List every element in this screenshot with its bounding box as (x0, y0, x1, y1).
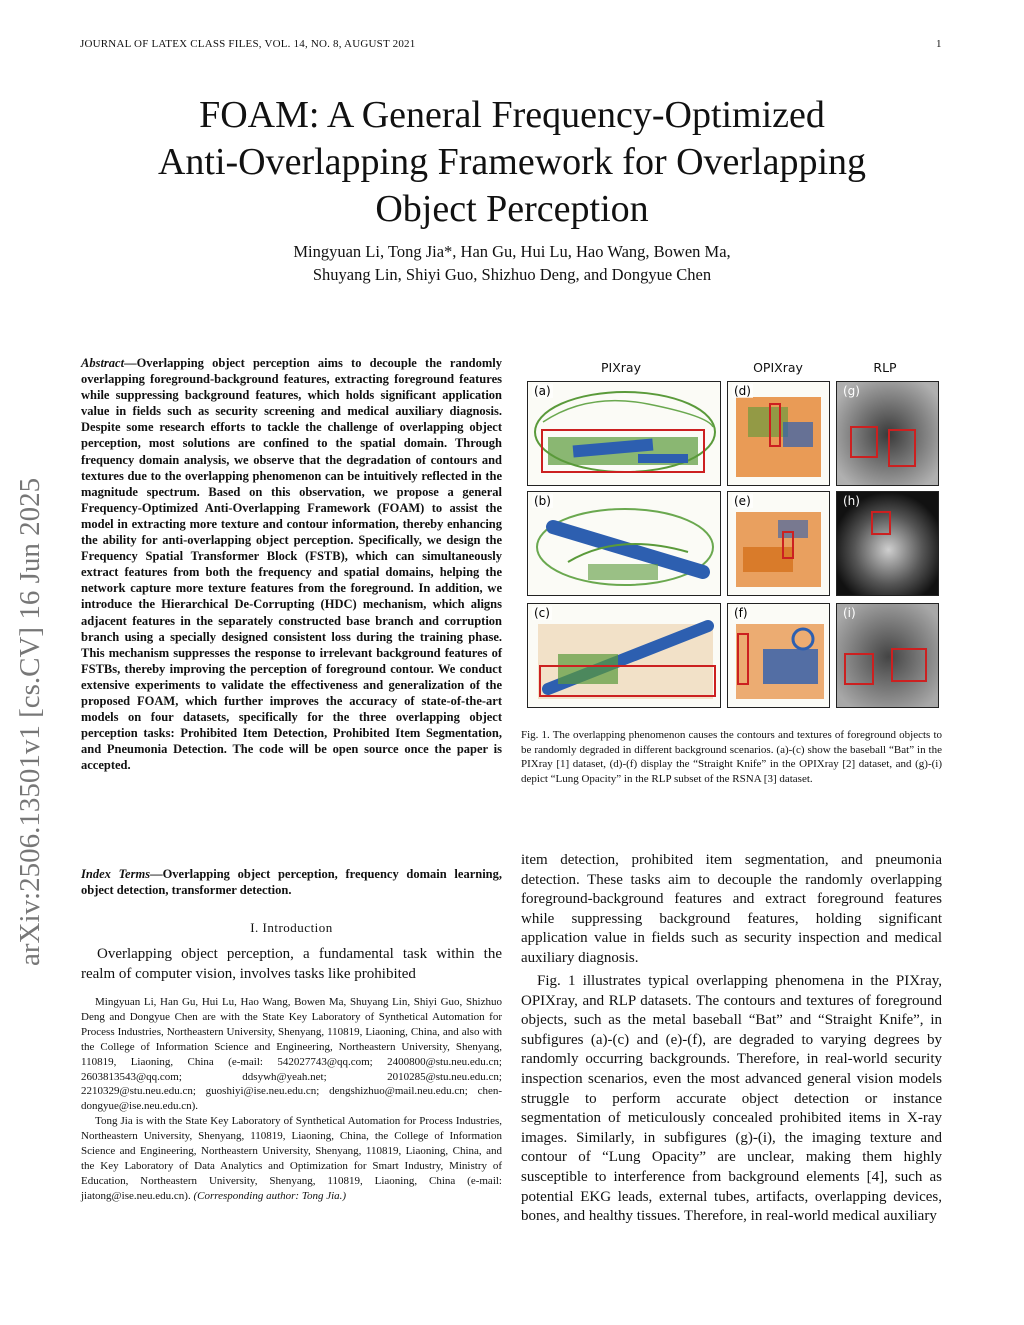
panel-label-c: (c) (534, 606, 550, 620)
footnote-paragraph-2 (81, 1114, 502, 1203)
figure-col-header-pixray: PIXray (601, 360, 641, 375)
xray-bat-image (528, 604, 721, 708)
figure-panel-e (727, 491, 830, 596)
xray-bat-image (528, 382, 721, 486)
author-line: Shuyang Lin, Shiyi Guo, Shizhuo Deng, and Dongyue Chen (312, 265, 712, 284)
figure-panel-a (527, 381, 721, 486)
index-terms (81, 866, 502, 898)
figure-panel-d (727, 381, 830, 486)
figure-col-header-rlp: RLP (873, 360, 897, 375)
footnote-paragraph: Mingyuan Li, Han Gu, Hui Lu, Hao Wang, Bowen Ma, Shuyang Lin, Shiyi Guo, Shizhuo Deng and Dongyue Chen are with the State Key Laboratory of Synthetical Automation for Process Industries, Northeastern University, Shenyang, 110819, Liaoning, China, and also with the College of Information Science and Engineering, Northeastern University, Shenyang, 110819, Liaoning, China (e-mail: 542027743@qq.com; 2400800@stu.neu.edu.cn; 2603813543@qq.com; ddsywh@yeah.net; 2010285@stu.neu.edu.cn; 2210329@stu.neu.edu.cn; guoshiyi@ise.neu.edu.cn; dengshizhuo@mail.neu.edu.cn; chen-dongyue@ise.neu.edu.cn). (81, 996, 502, 1113)
corresponding-author-note: (Corresponding author: Tong Jia.) (193, 1189, 347, 1202)
affiliation-footnote (81, 995, 502, 1204)
panel-label-i: (i) (843, 606, 856, 620)
abstract-text: —Overlapping object perception aims to decouple the randomly overlapping foreground-background features, extracting foreground features while suppressing background features, which holds significant application value in fields such as security screening and medical auxiliary diagnosis. Despite some research efforts to tackle the challenge of overlapping object perception, most solutions are confined to the spatial domain. Through frequency domain analysis, we observe that the degradation of contours and textures due to the overlapping phenomenon can be intuitively reflected in the magnitude spectrum. Based on this observation, we propose a general Frequency-Optimized Anti-Overlapping Framework (FOAM) to assist the model in extracting more texture and contour information, thereby enhancing the ability for anti-overlapping object perception. Specifically, we design the Frequency Spatial Transformer Block (FSTB), which can simultaneously extract features from both the frequency and spatial domains, helping the network capture more texture features from the foreground. In addition, we introduce the Hierarchical De-Corrupting (HDC) mechanism, which aligns adjacent features in the separately constructed base branch and corruption branch using a specially designed consistent loss during the training phase. This mechanism suppresses the response to irrelevant background features of FSTBs, thereby improving the perception of foreground contour. We conduct extensive experiments to validate the effectiveness and generalization of the proposed FOAM, which further improves the accuracy of state-of-the-art models on four datasets, specifically for the three overlapping object perception tasks: Prohibited Item Detection, Prohibited Item Segmentation, and Pneumonia Detection. The code will be open source once the paper is accepted. (81, 356, 502, 773)
figure-panel-g (836, 381, 939, 486)
footnote-text: Tong Jia is with the State Key Laboratory of Synthetical Automation for Process Industries, Northeastern University, Shenyang, 110819, Liaoning, China, the College of Information Science and Engineering, Northeastern University, Shenyang, 110819, Liaoning, China, and the Key Laboratory of Data Analytics and Optimization for Smart Industry, Ministry of Education, Northeastern University, Shenyang, 110819, Liaoning, China (e-mail: jiatong@ise.neu.edu.cn). (81, 1115, 502, 1202)
index-terms-label: Index Terms (81, 867, 151, 881)
panel-label-g: (g) (843, 384, 860, 398)
abstract-label: Abstract (81, 356, 125, 370)
panel-label-f: (f) (734, 606, 748, 620)
panel-label-b: (b) (534, 494, 551, 508)
figure-caption: Fig. 1. The overlapping phenomenon causes the contours and textures of foreground objects to be randomly degraded in different background scenarios. (a)-(c) show the baseball “Bat” in the PIXray [1] dataset, (d)-(f) display the “Straight Knife” in the OPIXray [2] dataset, and (g)-(i) depict “Lung Opacity” in the RLP subset of the RSNA [3] dataset. (521, 729, 942, 785)
title-line: FOAM: A General Frequency-Optimized (199, 94, 825, 136)
title-line: Object Perception (375, 188, 649, 230)
panel-label-e: (e) (734, 494, 751, 508)
figure-panel-b (527, 491, 721, 596)
panel-label-h: (h) (843, 494, 860, 508)
author-line: Mingyuan Li, Tong Jia*, Han Gu, Hui Lu, Hao Wang, Bowen Ma, (293, 242, 731, 261)
section-heading: I. Introduction (250, 920, 333, 935)
panel-label-d: (d) (734, 384, 751, 398)
title-line: Anti-Overlapping Framework for Overlapping (157, 141, 867, 183)
intro-paragraph-right-2: Fig. 1 illustrates typical overlapping phenomena in the PIXray, OPIXray, and RLP datasets. The contours and textures of foreground objects, such as the metal baseball “Bat” and “Straight Knife”, in subfigures (a)-(c) and (e)-(f), are degraded to varying degrees by randomly occurring backgrounds. Therefore, in real-world security inspection scenarios, even the most advanced general vision models struggle to perform accurate object detection or instance segmentation of meticulously concealed prohibited items in X-ray images. Similarly, in subfigures (g)-(i), the imaging texture and contour of “Lung Opacity” are unclear, making them highly susceptible to interference from background elements [4], such as potential EKG leads, external tubes, artifacts, overlapping devices, bones, and healthy tissues. Therefore, in real-world medical auxiliary (521, 973, 942, 1225)
figure-panel-h (836, 491, 939, 596)
abstract (81, 355, 502, 773)
figure-panel-c (527, 603, 721, 708)
figure-panel-f (727, 603, 830, 708)
intro-paragraph-right-1: item detection, prohibited item segmentation, and pneumonia detection. These tasks aim to decouple the randomly overlapping foreground-background features and extract foreground features while suppressing background features, holding significant application value in fields such as security inspection and medical auxiliary diagnosis. (521, 852, 942, 966)
paper-title (100, 92, 924, 233)
running-header: JOURNAL OF LATEX CLASS FILES, VOL. 14, NO. 8, AUGUST 2021 (80, 38, 416, 50)
figure-col-header-opixray: OPIXray (753, 360, 803, 375)
figure-panel-i (836, 603, 939, 708)
arxiv-sidebar-id: arXiv:2506.13501v1 [cs.CV] 16 Jun 2025 (14, 477, 46, 966)
author-list (100, 240, 924, 286)
panel-label-a: (a) (534, 384, 551, 398)
xray-bat-image (528, 492, 721, 596)
index-terms-text: —Overlapping object perception, frequency domain learning, object detection, transformer detection. (81, 867, 502, 898)
page-number: 1 (936, 38, 942, 50)
intro-paragraph: Overlapping object perception, a fundamental task within the realm of computer vision, involves tasks like prohibited (81, 946, 502, 982)
